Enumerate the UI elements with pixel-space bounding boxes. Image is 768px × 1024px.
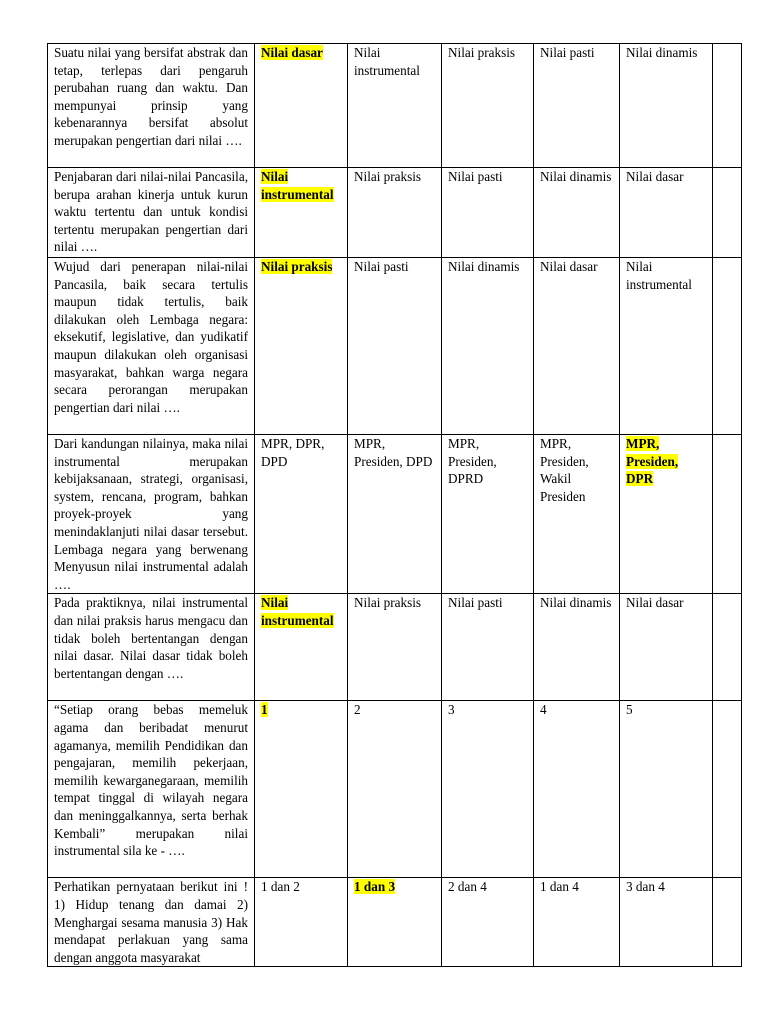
answer-option — [348, 258, 442, 435]
question-text: Suatu nilai yang bersifat abstrak dan tetap, terlepas dari pengaruh perubahan ruang dan waktu. Dan mempunyai prinsip yang kebenarannya bersifat absolut merupakan pengertian dari nilai …. — [48, 44, 255, 168]
answer-option-correct — [255, 258, 348, 435]
answer-option-correct — [348, 878, 442, 967]
answer-option — [534, 168, 620, 258]
option-label: Nilai praksis — [448, 45, 516, 60]
answer-option — [534, 44, 620, 168]
question-text: Pada praktiknya, nilai instrumental dan nilai praksis harus mengacu dan tidak boleh bertentangan dengan nilai dasar. Nilai dasar tidak boleh bertentangan dengan …. — [48, 594, 255, 701]
option-label: MPR, Presiden, DPR — [626, 436, 679, 487]
answer-option — [348, 701, 442, 878]
option-label: 1 dan 2 — [261, 879, 300, 895]
question-text: Dari kandungan nilainya, maka nilai instrumental merupakan kebijaksanaan, strategi, organisasi, system, rencana, program, bahkan proyek-proyek yang menindaklanjuti nilai dasar tersebut. Lembaga negara yang berwenang Menyusun nilai instrumental adalah …. — [48, 435, 255, 594]
option-label: Nilai dasar — [261, 45, 323, 60]
option-label: Nilai instrumental — [626, 259, 692, 292]
option-label: Nilai dinamis — [540, 595, 612, 611]
option-label: Nilai instrumental — [354, 45, 420, 78]
option-label: 1 — [261, 702, 268, 718]
question-row — [48, 701, 742, 878]
option-label: Nilai praksis — [261, 259, 333, 274]
answer-option — [348, 44, 442, 168]
question-row — [48, 594, 742, 701]
answer-option — [534, 435, 620, 594]
question-text: Penjabaran dari nilai-nilai Pancasila, berupa arahan kinerja untuk kurun waktu tertentu dan untuk kondisi tertentu merupakan pengertian dari nilai …. — [48, 168, 255, 258]
option-label: Nilai praksis — [354, 169, 422, 184]
answer-option-correct — [255, 701, 348, 878]
option-label: Nilai dinamis — [448, 259, 520, 274]
empty-cell — [713, 435, 742, 594]
option-label: MPR, Presiden, Wakil Presiden — [540, 436, 589, 504]
option-label: Nilai dasar — [626, 169, 684, 184]
answer-option — [442, 435, 534, 594]
question-text: Wujud dari penerapan nilai-nilai Pancasila, baik secara tertulis maupun tidak tertulis, baik dilakukan oleh Lembaga negara: eksekutif, legislative, dan yudikatif maupun dilakukan oleh organisasi masyarakat, bahkan warga negara secara perorangan merupakan pengertian dari nilai …. — [48, 258, 255, 435]
option-label: Nilai pasti — [448, 595, 503, 611]
answer-option — [534, 701, 620, 878]
answer-option — [534, 878, 620, 967]
question-row — [48, 435, 742, 594]
answer-option — [442, 701, 534, 878]
question-row — [48, 878, 742, 967]
quiz-table — [47, 43, 742, 967]
empty-cell — [713, 44, 742, 168]
option-label: 2 — [354, 702, 361, 718]
answer-option — [620, 44, 713, 168]
option-label: Nilai pasti — [448, 169, 503, 184]
option-label: Nilai instrumental — [261, 169, 334, 202]
question-text: “Setiap orang bebas memeluk agama dan beribadat menurut agamanya, memilih Pendidikan dan pengajaran, memilih pekerjaan, memilih kewarganegaraan, memilih tempat tinggal di wilayah negara dan meninggalkannya, serta berhak Kembali” merupakan nilai instrumental sila ke - …. — [48, 701, 255, 878]
option-label: 1 dan 4 — [540, 879, 579, 895]
answer-option — [534, 594, 620, 701]
option-label: Nilai dasar — [540, 259, 598, 274]
answer-option — [255, 435, 348, 594]
answer-option — [255, 878, 348, 967]
empty-cell — [713, 594, 742, 701]
option-label: MPR, Presiden, DPRD — [448, 436, 497, 487]
empty-cell — [713, 258, 742, 435]
option-label: Nilai instrumental — [261, 595, 334, 628]
question-text: Perhatikan pernyataan berikut ini ! 1) Hidup tenang dan damai 2) Menghargai sesama manusia 3) Hak mendapat perlakuan yang sama dengan anggota masyarakat — [48, 878, 255, 967]
option-label: MPR, DPR, DPD — [261, 436, 325, 469]
answer-option — [442, 258, 534, 435]
answer-option — [442, 44, 534, 168]
option-label: Nilai pasti — [540, 45, 595, 60]
option-label: 3 — [448, 702, 455, 718]
option-label: 1 dan 3 — [354, 879, 396, 895]
answer-option — [620, 701, 713, 878]
empty-cell — [713, 701, 742, 878]
option-label: 2 dan 4 — [448, 879, 487, 895]
question-row — [48, 258, 742, 435]
answer-option-correct — [255, 594, 348, 701]
answer-option-correct — [620, 435, 713, 594]
answer-option-correct — [255, 168, 348, 258]
answer-option — [620, 594, 713, 701]
empty-cell — [713, 168, 742, 258]
answer-option — [442, 594, 534, 701]
option-label: Nilai pasti — [354, 259, 409, 274]
option-label: Nilai dasar — [626, 595, 684, 611]
answer-option — [620, 258, 713, 435]
answer-option — [348, 594, 442, 701]
answer-option — [620, 878, 713, 967]
answer-option — [620, 168, 713, 258]
option-label: Nilai dinamis — [540, 169, 612, 184]
option-label: Nilai praksis — [354, 595, 422, 611]
option-label: 3 dan 4 — [626, 879, 665, 895]
answer-option — [534, 258, 620, 435]
answer-option — [348, 168, 442, 258]
question-row — [48, 168, 742, 258]
option-label: 4 — [540, 702, 547, 718]
option-label: 5 — [626, 702, 633, 718]
empty-cell — [713, 878, 742, 967]
option-label: Nilai dinamis — [626, 45, 698, 60]
answer-option — [442, 878, 534, 967]
answer-option — [348, 435, 442, 594]
answer-option-correct — [255, 44, 348, 168]
question-row — [48, 44, 742, 168]
option-label: MPR, Presiden, DPD — [354, 436, 433, 469]
answer-option — [442, 168, 534, 258]
